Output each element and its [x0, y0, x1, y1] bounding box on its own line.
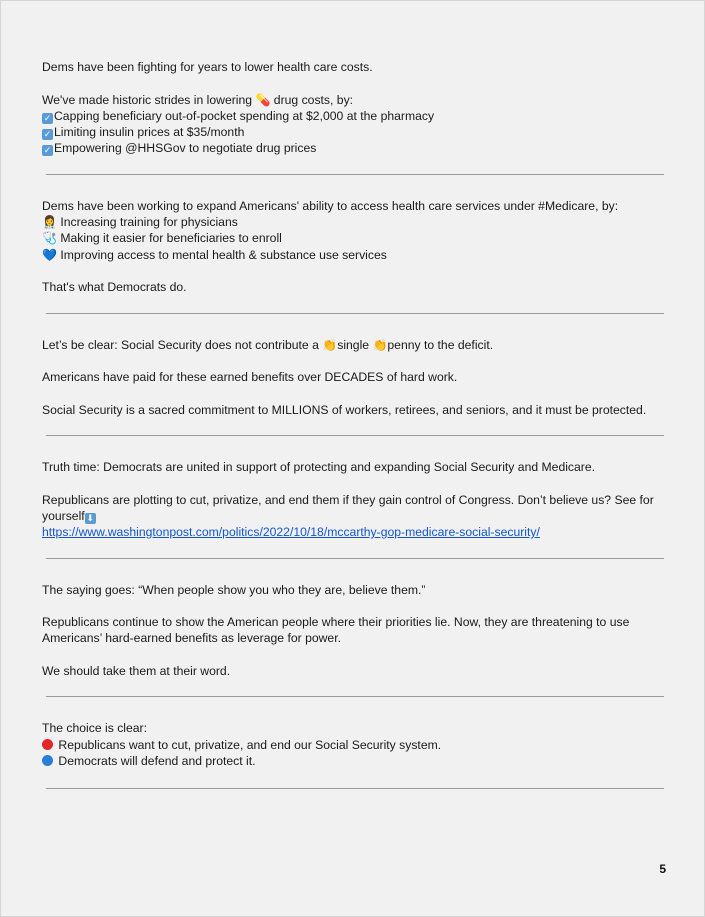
clapping-hands-icon: 👏	[372, 337, 388, 352]
post-1-paragraph-1: Dems have been fighting for years to lower health care costs.	[42, 60, 373, 74]
list-item-text: Limiting insulin prices at $35/month	[54, 125, 245, 140]
post-4-link-line	[42, 524, 670, 540]
post-6-paragraph-1: The choice is clear:	[42, 721, 147, 736]
checkbox-icon: ✓	[43, 129, 52, 140]
list-item-text: Capping beneficiary out-of-pocket spending at $2,000 at the pharmacy	[54, 108, 435, 123]
post-4	[42, 459, 670, 540]
post-5-paragraph-2: Republicans continue to show the American people where their priorities lie. Now, they are threatening to use Americans’ hard-earned benefits as leverage for power.	[42, 615, 630, 646]
divider	[46, 788, 664, 789]
red-circle-icon	[42, 739, 53, 750]
stethoscope-icon: 🩺	[42, 231, 57, 246]
clapping-hands-icon: 👏	[322, 337, 338, 352]
post-3-paragraph-3: Social Security is a sacred commitment to MILLIONS of workers, retirees, and seniors, and it must be protected.	[42, 402, 647, 417]
post-4-paragraph-1: Truth time: Democrats are united in support of protecting and expanding Social Security and Medicare.	[42, 460, 596, 475]
list-item	[42, 247, 670, 263]
page-number: 5	[659, 862, 666, 876]
document-body	[42, 59, 670, 789]
list-item	[42, 230, 670, 246]
list-item	[42, 753, 670, 769]
list-item	[42, 140, 670, 156]
health-worker-icon: 👩‍⚕️	[42, 215, 57, 230]
list-item-text: Democrats will defend and protect it.	[58, 753, 256, 768]
list-item-text: Increasing training for physicians	[60, 215, 238, 230]
blue-heart-icon: 💙	[42, 247, 57, 262]
list-item	[42, 124, 670, 140]
post-5-paragraph-3: We should take them at their word.	[42, 664, 231, 679]
post-3-text-c: penny to the deficit.	[387, 337, 494, 352]
post-2-paragraph-1: Dems have been working to expand Americans' ability to access health care services under #Medicare, by:	[42, 198, 619, 213]
post-1	[42, 59, 670, 157]
post-1-text-b: drug costs, by:	[273, 92, 354, 107]
post-3-text-b: single	[337, 337, 370, 352]
post-3	[42, 337, 670, 418]
checkbox-icon: ✓	[43, 145, 52, 156]
post-1-paragraph-2	[42, 92, 670, 108]
list-item	[42, 108, 670, 124]
list-item-text: Making it easier for beneficiaries to enroll	[60, 231, 282, 246]
post-3-paragraph-1	[42, 337, 670, 353]
list-item-text: Improving access to mental health & substance use services	[60, 247, 387, 262]
post-6	[42, 720, 670, 769]
post-2	[42, 198, 670, 296]
post-3-text-a: Let’s be clear: Social Security does not contribute a	[42, 337, 319, 352]
post-4-paragraph-2	[42, 492, 670, 525]
blue-circle-icon	[42, 755, 53, 766]
post-5	[42, 582, 670, 680]
list-item	[42, 214, 670, 230]
checkbox-icon: ✓	[43, 112, 52, 123]
list-item-text: Republicans want to cut, privatize, and end our Social Security system.	[58, 737, 442, 752]
washington-post-link[interactable]: https://www.washingtonpost.com/politics/2022/10/18/mccarthy-gop-medicare-social-security/	[42, 525, 540, 540]
pill-icon: 💊	[255, 92, 271, 107]
list-item	[42, 737, 670, 753]
post-4-text: Republicans are plotting to cut, privatize, and end them if they gain control of Congress. Don’t believe us? See for yourself	[42, 492, 654, 523]
post-2-paragraph-2: That's what Democrats do.	[42, 280, 187, 295]
list-item-text: Empowering @HHSGov to negotiate drug prices	[54, 141, 317, 156]
post-1-text-a: We've made historic strides in lowering	[42, 92, 253, 107]
post-5-paragraph-1: The saying goes: “When people show you who they are, believe them.”	[42, 582, 426, 597]
post-3-paragraph-2: Americans have paid for these earned benefits over DECADES of hard work.	[42, 370, 458, 385]
arrow-down-icon: ⬇	[86, 512, 94, 523]
